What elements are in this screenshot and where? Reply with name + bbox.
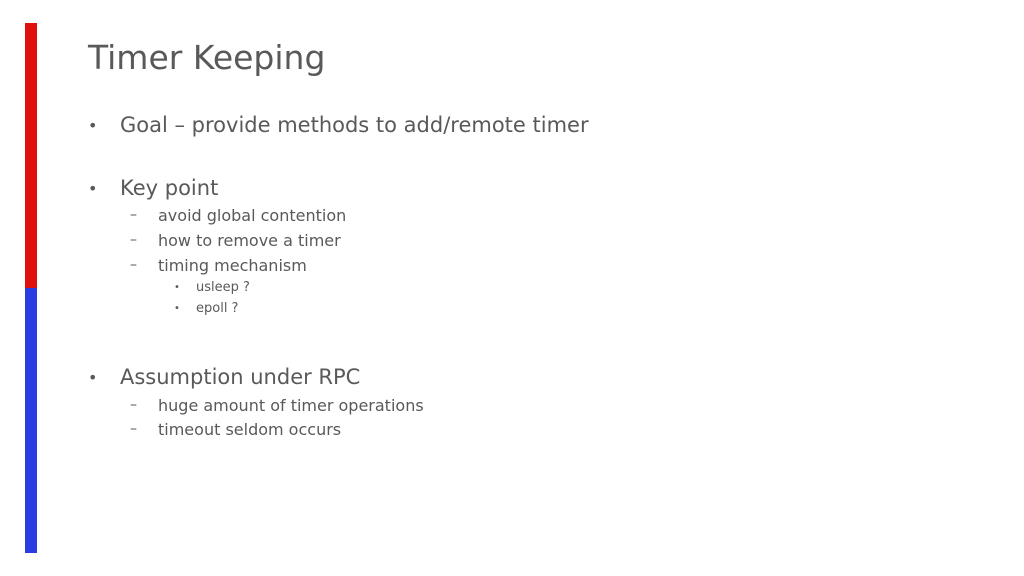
bullet-text: Key point: [120, 176, 219, 200]
bullet-text: Goal – provide methods to add/remote timer: [120, 113, 589, 137]
bullet-marker: •: [174, 303, 180, 314]
subbullet-text: huge amount of timer operations: [158, 396, 424, 415]
bullet-marker: •: [88, 368, 98, 387]
subbullet-text: timing mechanism: [158, 256, 307, 275]
accent-bar-red: [25, 23, 37, 288]
subbullet-remove-timer: [130, 231, 341, 250]
subbullet-text: avoid global contention: [158, 206, 347, 225]
slide-title: Timer Keeping: [88, 38, 326, 77]
dash-marker: –: [130, 257, 137, 273]
subsubbullet-text: epoll ?: [196, 301, 239, 316]
bullet-goal: [88, 113, 589, 137]
dash-marker: –: [130, 232, 137, 248]
bullet-marker: •: [88, 179, 98, 198]
dash-marker: –: [130, 421, 137, 437]
bullet-key-point: [88, 176, 219, 200]
dash-marker: –: [130, 207, 137, 223]
subsubbullet-text: usleep ?: [196, 280, 250, 295]
dash-marker: –: [130, 397, 137, 413]
bullet-marker: •: [174, 282, 180, 293]
subbullet-huge-amount: [130, 396, 424, 415]
subbullet-text: how to remove a timer: [158, 231, 341, 250]
bullet-text: Assumption under RPC: [120, 365, 361, 389]
accent-bar-blue: [25, 288, 37, 553]
bullet-marker: •: [88, 116, 98, 135]
subsubbullet-usleep: [174, 280, 250, 295]
subbullet-timing-mechanism: [130, 256, 307, 275]
bullet-assumption: [88, 365, 361, 389]
subsubbullet-epoll: [174, 301, 239, 316]
subbullet-timeout-seldom: [130, 420, 342, 439]
subbullet-avoid-contention: [130, 206, 347, 225]
subbullet-text: timeout seldom occurs: [158, 420, 342, 439]
